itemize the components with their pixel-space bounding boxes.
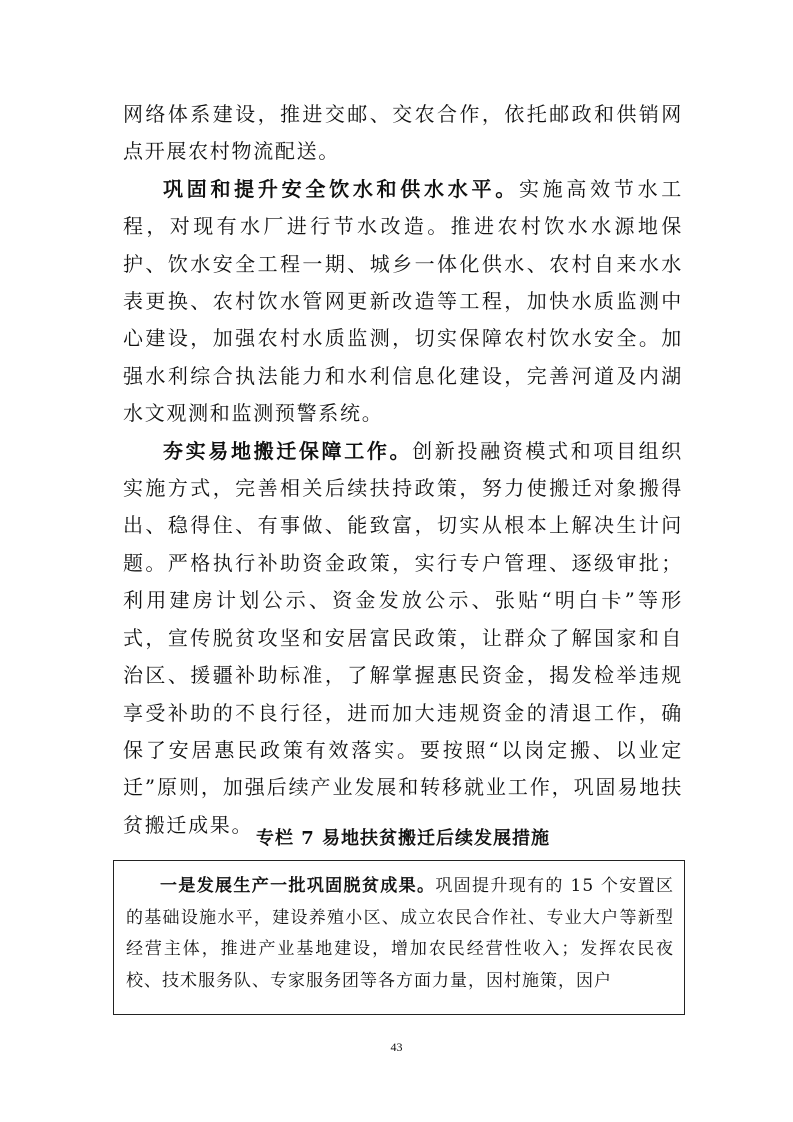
body-text <box>123 96 683 844</box>
paragraph-text: 创新投融资模式和项目组织实施方式，完善相关后续扶持政策，努力使搬迁对象搬得出、稳得住、有事做、能致富，切实从根本上解决生计问题。严格执行补助资金政策，实行专户管理、逐级审批；利用建房计划公示、资金发放公示、张贴“明白卡”等形式，宣传脱贫攻坚和安居富民政策，让群众了解国家和自治区、援疆补助标准，了解掌握惠民资金，揭发检举违规享受补助的不良行径，进而加大违规资金的清退工作，确保了安居惠民政策有效落实。要按照“以岗定搬、以业定迁”原则，加强后续产业发展和转移就业工作，巩固易地扶贫搬迁成果。 <box>123 438 684 837</box>
paragraph-text: 实施高效节水工程，对现有水厂进行节水改造。推进农村饮水水源地保护、饮水安全工程一期、城乡一体化供水、农村自来水水表更换、农村饮水管网更新改造等工程，加快水质监测中心建设，加强农村水质监测，切实保障农村饮水安全。加强水利综合执法能力和水利信息化建设，完善河道及内湖水文观测和监测预警系统。 <box>123 176 684 426</box>
box-lead: 一是发展生产一批巩固脱贫成果。 <box>160 876 436 896</box>
paragraph-text: 网络体系建设，推进交邮、交农合作，依托邮政和供销网点开展农村物流配送。 <box>123 102 683 164</box>
paragraph-water-supply <box>123 171 683 433</box>
paragraph-lead: 巩固和提升安全饮水和供水水平。 <box>163 176 519 201</box>
column-box <box>113 860 685 1015</box>
box-title: 专栏 7 易地扶贫搬迁后续发展措施 <box>255 828 551 849</box>
paragraph-lead: 夯实易地搬迁保障工作。 <box>163 438 413 463</box>
paragraph-logistics <box>123 96 683 171</box>
page-number: 43 <box>390 1040 403 1054</box>
box-paragraph <box>126 871 674 997</box>
box-text: 巩固提升现有的 15 个安置区的基础设施水平，建设养殖小区、成立农民合作社、专业大户等新型经营主体，推进产业基地建设，增加农民经营性收入；发挥农民夜校、技术服务队、专家服务团等各方面力量，因村施策，因户 <box>126 876 674 991</box>
paragraph-relocation <box>123 433 683 844</box>
